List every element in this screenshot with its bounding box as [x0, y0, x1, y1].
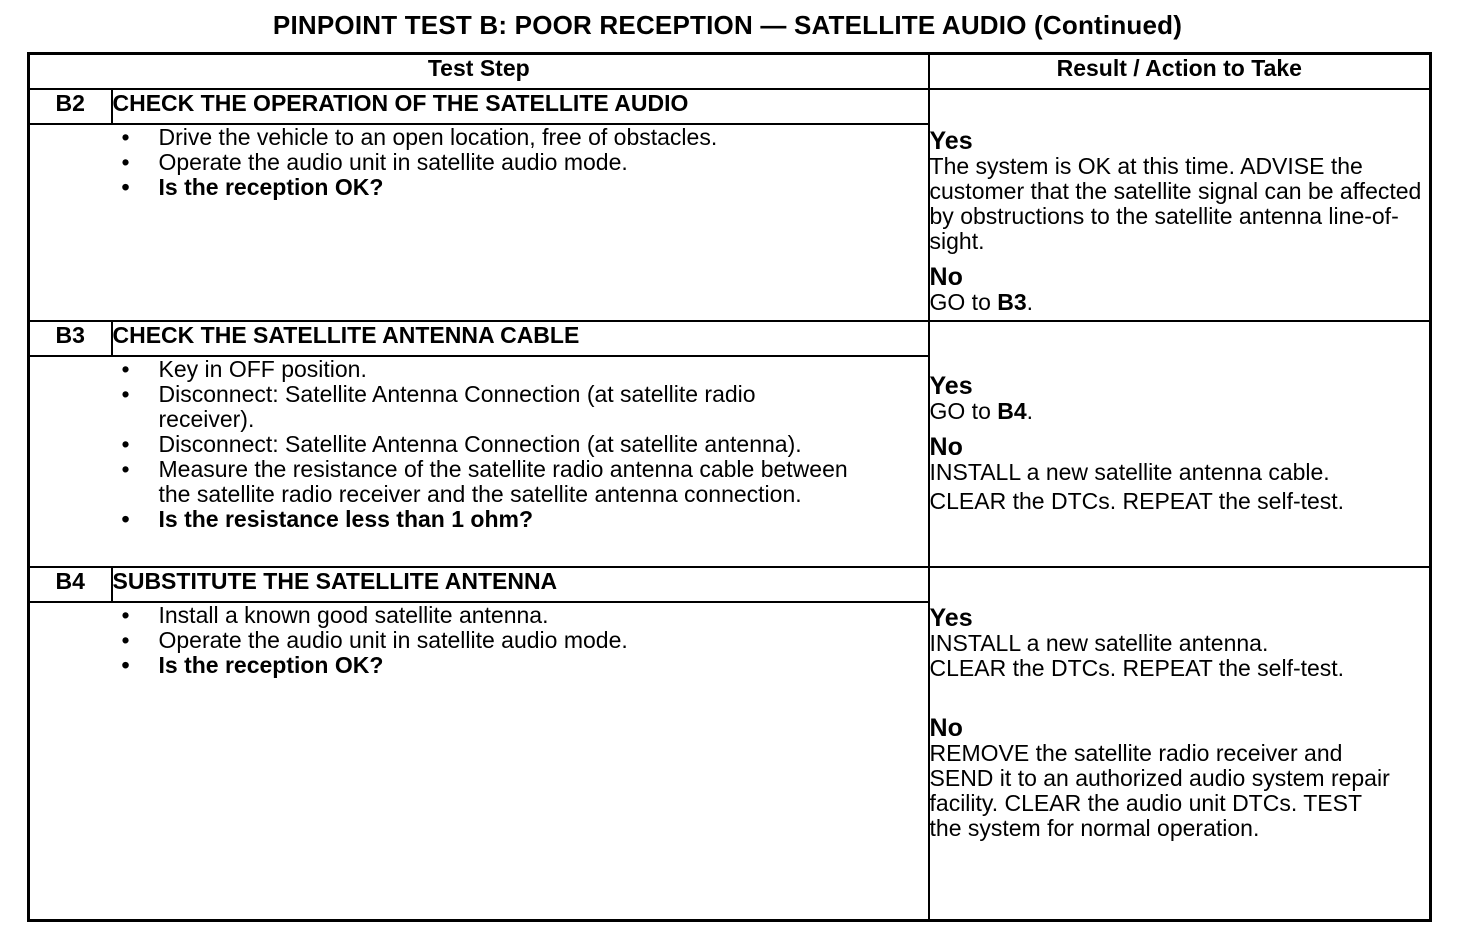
yes-label: Yes — [929, 604, 973, 632]
list-item: • Install a known good satellite antenna. — [112, 603, 928, 628]
step-body — [112, 356, 929, 567]
no-label: No — [929, 263, 963, 291]
yes-text: The system is OK at this time. ADVISE the customer that the satellite signal can be affected by obstructions to the satellite antenna line-of-sight. — [929, 153, 1422, 254]
step-id: B3 — [29, 321, 112, 356]
pinpoint-test-table — [27, 52, 1432, 922]
no-label: No — [929, 714, 963, 742]
yes-text: GO to B4. — [929, 398, 1034, 424]
yes-label: Yes — [929, 372, 973, 400]
question-item: • Is the resistance less than 1 ohm? — [112, 507, 928, 532]
result-header: Result / Action to Take — [929, 54, 1431, 90]
yes-label: Yes — [929, 127, 973, 155]
step-b3-title-row — [29, 321, 1431, 356]
list-item: • Key in OFF position. — [112, 357, 928, 382]
step-id: B2 — [29, 89, 112, 124]
question-item: • Is the reception OK? — [112, 175, 928, 200]
step-b4-result — [929, 567, 1431, 920]
step-b3-bullets — [112, 357, 928, 532]
page-title: PINPOINT TEST B: POOR RECEPTION — SATELLITE AUDIO (Continued) — [272, 10, 1183, 40]
list-item: • Operate the audio unit in satellite audio mode. — [112, 150, 928, 175]
step-title: CHECK THE OPERATION OF THE SATELLITE AUDIO — [112, 89, 929, 124]
yes-text-line: CLEAR the DTCs. REPEAT the self-test. — [929, 655, 1345, 681]
no-text-line: CLEAR the DTCs. REPEAT the self-test. — [929, 488, 1345, 514]
no-text: GO to B3. — [929, 289, 1034, 315]
step-reference: B3 — [997, 289, 1027, 315]
list-item: • Measure the resistance of the satellite radio antenna cable between the satellite radio receiver and the satellite antenna connection. — [112, 457, 928, 507]
header-row — [29, 54, 1431, 90]
step-id: B4 — [29, 567, 112, 602]
list-item: • Disconnect: Satellite Antenna Connection (at satellite antenna). — [112, 432, 928, 457]
question-item: • Is the reception OK? — [112, 653, 928, 678]
step-reference: B4 — [997, 398, 1027, 424]
step-b2-bullets — [112, 125, 928, 200]
step-body — [112, 602, 929, 920]
list-item: • Drive the vehicle to an open location, free of obstacles. — [112, 125, 928, 150]
step-body — [112, 124, 929, 321]
step-b4-title-row — [29, 567, 1431, 602]
step-b4-bullets — [112, 603, 928, 678]
step-b2-result — [929, 89, 1431, 321]
yes-text-line: INSTALL a new satellite antenna. — [929, 630, 1269, 656]
no-text-line: INSTALL a new satellite antenna cable. — [929, 459, 1330, 485]
step-title: SUBSTITUTE THE SATELLITE ANTENNA — [112, 567, 929, 602]
step-title: CHECK THE SATELLITE ANTENNA CABLE — [112, 321, 929, 356]
no-label: No — [929, 433, 963, 461]
test-step-header: Test Step — [29, 54, 929, 90]
list-item: • Operate the audio unit in satellite audio mode. — [112, 628, 928, 653]
step-b2-title-row — [29, 89, 1431, 124]
no-text: REMOVE the satellite radio receiver and SEND it to an authorized audio system repair facility. CLEAR the audio unit DTCs. TEST the system for normal operation. — [929, 740, 1390, 841]
list-item: • Disconnect: Satellite Antenna Connection (at satellite radio receiver). — [112, 382, 928, 432]
step-b3-result — [929, 321, 1431, 567]
